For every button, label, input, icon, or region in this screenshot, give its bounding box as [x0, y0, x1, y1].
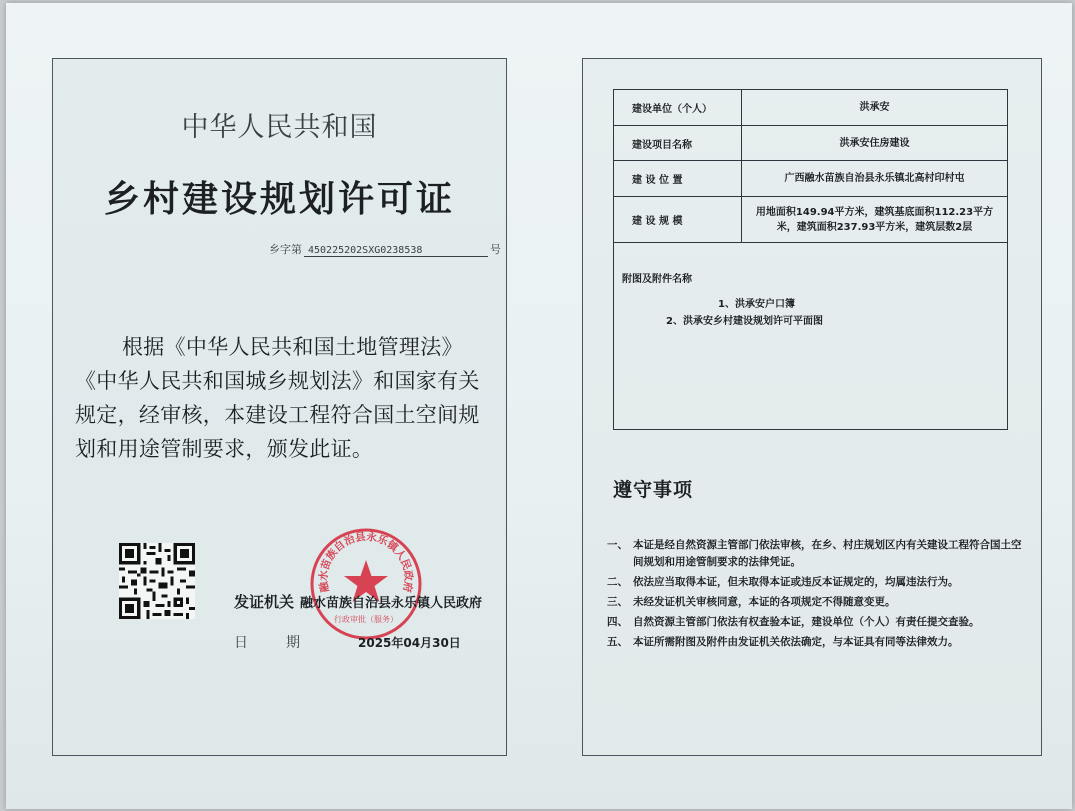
project-info-table: [613, 89, 1008, 430]
notice-text: 本证是经自然资源主管部门依法审核，在乡、村庄规划区内有关建设工程符合国土空间规划和用途管制要求的法律凭证。: [633, 539, 1022, 568]
list-item: [607, 594, 1027, 611]
issuer-label: 发证机关: [234, 593, 295, 611]
row-value: 洪承安: [859, 102, 890, 113]
table-row: [614, 197, 1007, 243]
certificate-detail-page: [582, 58, 1042, 756]
certificate-title: 乡村建设规划许可证: [103, 179, 455, 220]
attachments-list: [614, 296, 1007, 330]
list-item: [607, 634, 1027, 651]
list-item: [607, 574, 1027, 591]
notice-number: 四、: [607, 616, 628, 628]
notice-text: 本证所需附图及附件由发证机关依法确定，与本证具有同等法律效力。: [633, 636, 959, 648]
certificate-number: 450225202SXG0238538: [304, 245, 488, 257]
seal-text: 融水苗族自治县永乐镇人民政府: [317, 530, 415, 594]
notice-text: 依法应当取得本证，但未取得本证或违反本证规定的，均属违法行为。: [633, 576, 959, 588]
certificate-body-text: 根据《中华人民共和国土地管理法》《中华人民共和国城乡规划法》和国家有关规定，经审核，本建设工程符合国土空间规划和用途管制要求，颁发此证。: [75, 335, 480, 461]
table-row: [614, 90, 1007, 126]
date-label: 日期: [234, 635, 338, 651]
notice-number: 五、: [607, 636, 628, 648]
list-item: [607, 614, 1027, 631]
row-value: 广西融水苗族自治县永乐镇北高村印村屯: [784, 173, 965, 184]
issue-date-line: [234, 632, 461, 652]
notice-number: 二、: [607, 576, 628, 588]
number-prefix: 乡字第: [269, 243, 302, 256]
row-value: 用地面积149.94平方米，建筑基底面积112.23平方米，建筑面积237.93平方米，建筑层数2层: [755, 206, 994, 233]
official-seal: [308, 526, 424, 642]
row-label: 建 设 规 模: [614, 197, 742, 242]
certificate-sheet: [6, 3, 1072, 809]
certificate-number-line: [269, 241, 501, 257]
table-row: [614, 126, 1007, 161]
issuer-name: 融水苗族自治县永乐镇人民政府: [300, 596, 483, 611]
certificate-front-page: [52, 58, 507, 756]
list-item: [607, 537, 1027, 571]
country-name: 中华人民共和国: [181, 112, 378, 143]
number-suffix: 号: [490, 243, 501, 256]
issue-date: 2025年04月30日: [358, 636, 461, 650]
notice-number: 三、: [607, 596, 628, 608]
notice-title: 遵守事项: [613, 479, 694, 501]
issuer-line: [234, 591, 482, 612]
list-item: 2、洪承安乡村建设规划许可平面图: [666, 316, 823, 327]
row-label: 建设项目名称: [614, 126, 742, 160]
table-row: [614, 161, 1007, 197]
notice-number: 一、: [607, 539, 628, 551]
notice-text: 未经发证机关审核同意，本证的各项规定不得随意变更。: [633, 596, 896, 608]
notice-text: 自然资源主管部门依法有权查验本证，建设单位（个人）有责任提交查验。: [633, 616, 980, 628]
qr-code-icon: [119, 543, 195, 619]
attachments-label: 附图及附件名称: [622, 274, 692, 285]
notice-list: [607, 537, 1027, 654]
list-item: 1、洪承安户口簿: [718, 299, 795, 310]
row-value: 洪承安住房建设: [839, 137, 910, 149]
seal-subtext: 行政审批（服务）: [334, 615, 398, 624]
row-label: 建设单位（个人）: [614, 90, 742, 125]
row-label: 建 设 位 置: [614, 161, 742, 196]
